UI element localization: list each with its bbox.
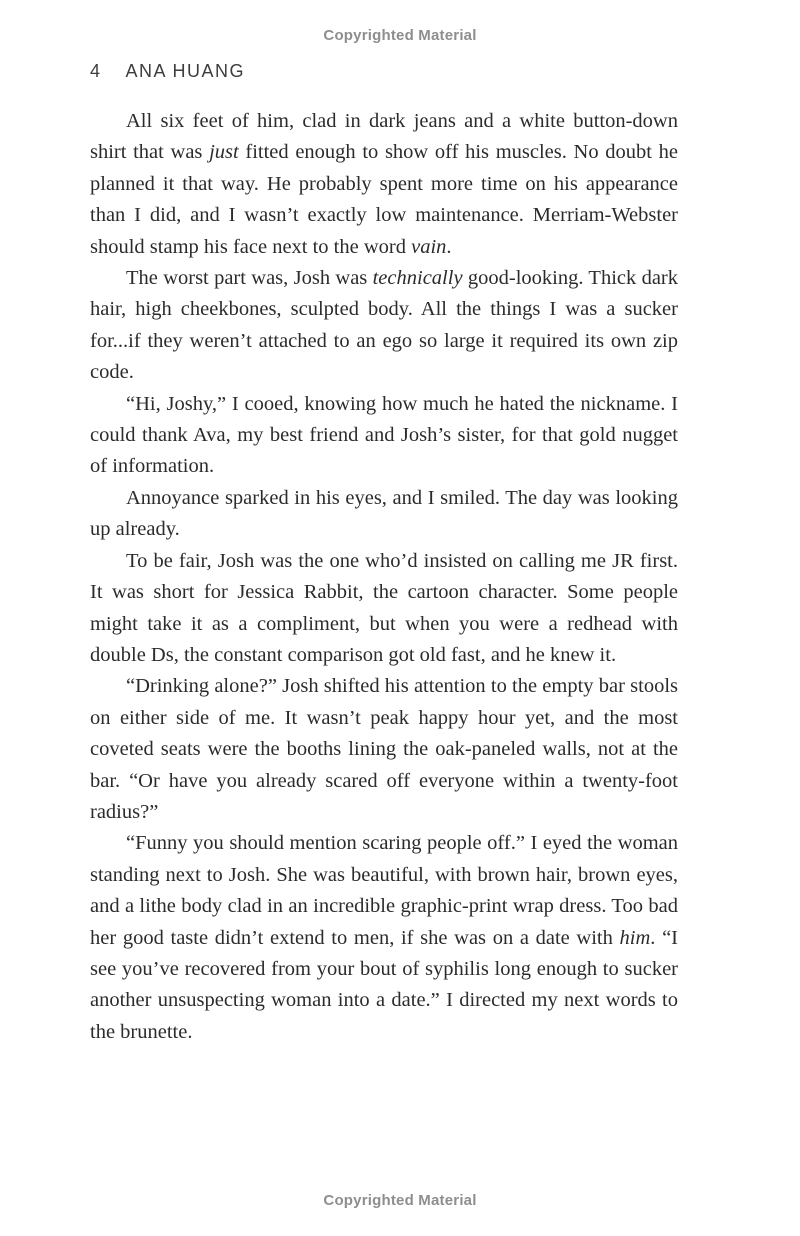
paragraph bbox=[90, 546, 678, 672]
text-run: Annoyance sparked in his eyes, and I smiled. The day was looking up already. bbox=[90, 486, 678, 541]
paragraph bbox=[90, 671, 678, 828]
italic-text: vain bbox=[411, 235, 447, 258]
text-run: All six feet of him, clad in dark jeans and a white button-down shirt that was bbox=[90, 110, 678, 164]
body-text bbox=[90, 106, 678, 1048]
paragraph bbox=[90, 389, 678, 483]
text-run: fitted enough to show off his muscles. No doubt he planned it that way. He probably spent more time on his appearance than I did, and I wasn’t exactly low maintenance. Merriam-Webster should stamp his face next to the word bbox=[90, 141, 678, 258]
page-number: 4 bbox=[90, 61, 102, 81]
paragraph bbox=[90, 106, 678, 263]
copyright-notice-bottom: Copyrighted Material bbox=[323, 1192, 477, 1209]
copyright-notice-top: Copyrighted Material bbox=[323, 27, 477, 44]
italic-text: him bbox=[619, 926, 651, 949]
text-run: good-looking. Thick dark hair, high cheekbones, sculpted body. All the things I was a sucker for...if they weren’t attached to an ego so large it required its own zip code. bbox=[90, 267, 678, 384]
paragraph bbox=[90, 263, 678, 389]
text-run: “Drinking alone?” Josh shifted his attention to the empty bar stools on either side of me. It wasn’t peak happy hour yet, and the most coveted seats were the booths lining the oak-paneled walls, not at the bar. “Or have you already scared off everyone within a twenty-foot radius?” bbox=[90, 675, 678, 823]
text-run: “Hi, Joshy,” I cooed, knowing how much he hated the nickname. I could thank Ava, my best friend and Josh’s sister, for that gold nugget of information. bbox=[90, 392, 678, 478]
author-name: ANA HUANG bbox=[125, 61, 246, 81]
italic-text: technically bbox=[372, 267, 463, 290]
paragraph bbox=[90, 828, 678, 1048]
text-run: . bbox=[446, 235, 452, 258]
text-run: To be fair, Josh was the one who’d insisted on calling me JR first. It was short for Jessica Rabbit, the cartoon character. Some people might take it as a compliment, but when you were a redhead with double Ds, the constant comparison got old fast, and he knew it. bbox=[90, 549, 678, 666]
text-run: “Funny you should mention scaring people off.” I eyed the woman standing next to Josh. She was beautiful, with brown hair, brown eyes, and a lithe body clad in an incredible graphic-print wrap dress. Too bad her good taste didn’t extend to men, if she was on a date with bbox=[90, 832, 678, 949]
page-header bbox=[90, 61, 245, 82]
text-run: The worst part was, Josh was bbox=[126, 267, 373, 290]
italic-text: just bbox=[209, 141, 239, 164]
text-run: . “I see you’ve recovered from your bout of syphilis long enough to sucker another unsuspecting woman into a date.” I directed my next words to the brunette. bbox=[90, 926, 678, 1043]
paragraph bbox=[90, 483, 678, 546]
